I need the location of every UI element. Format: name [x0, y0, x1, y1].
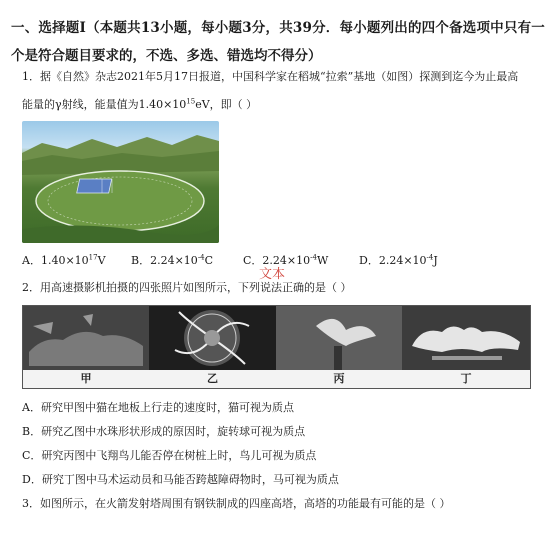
caption-jia: 甲 — [23, 370, 149, 388]
q2-stem: 2．用高速摄影机拍摄的四张照片如图所示，下列说法正确的是（ ） — [22, 281, 352, 294]
q1-option-c[interactable]: C．$2.24\times 10^{-4}W$ — [243, 253, 329, 267]
q2-photo-strip — [22, 305, 531, 389]
section-heading-line2: 个是符合题目要求的，不选、多选、错选均不得分） — [11, 48, 322, 64]
q2-option-d[interactable]: D．研究丁图中马术运动员和马能否跨越障碍物时，马可视为质点 — [22, 473, 339, 486]
overlay-text-label: 文本 — [259, 267, 286, 282]
photo-bird — [276, 306, 402, 385]
q1-option-d[interactable]: D．$2.24\times 10^{-4}J$ — [359, 253, 438, 267]
q1-stem-line2: 能量的γ射线，能量值为$1.40\times 10^{15}eV$，即（ ） — [22, 97, 258, 111]
caption-bing: 丙 — [276, 370, 402, 388]
q1-option-b[interactable]: B．$2.24\times 10^{-4}C$ — [131, 253, 214, 267]
horse-jump-silhouette — [402, 306, 530, 370]
q3-stem: 3．如图所示，在火箭发射塔周围有钢铁制成的四座高塔，高塔的功能最有可能的是（ ） — [22, 497, 451, 510]
q1-stem-line1: 1．据《自然》杂志2021年5月17日报道，中国科学家在稻城“拉索”基地（如图）探测到迄今为止最高 — [22, 70, 519, 83]
caption-ding: 丁 — [402, 370, 530, 388]
q1-option-a[interactable]: A．$1.40\times 10^{17}V$ — [22, 253, 106, 267]
section-heading-line1: 一、选择题Ⅰ（本题共13小题，每小题3分，共39分．每小题列出的四个备选项中只有一 — [11, 20, 545, 36]
cat-silhouette — [23, 306, 149, 370]
q2-option-b[interactable]: B．研究乙图中水珠形状形成的原因时，旋转球可视为质点 — [22, 425, 306, 438]
spinning-ball-spiral — [149, 306, 276, 370]
lhaaso-observatory-photo — [22, 121, 219, 243]
q2-option-a[interactable]: A．研究甲图中猫在地板上行走的速度时，猫可视为质点 — [22, 401, 294, 414]
photo-spinning-ball — [149, 306, 276, 385]
q2-option-c[interactable]: C．研究丙图中飞翔鸟儿能否停在树桩上时，鸟儿可视为质点 — [22, 449, 317, 462]
caption-yi: 乙 — [149, 370, 276, 388]
observatory-illustration — [22, 121, 219, 243]
photo-cat — [23, 306, 149, 385]
bird-silhouette — [276, 306, 402, 370]
photo-equestrian — [402, 306, 530, 385]
